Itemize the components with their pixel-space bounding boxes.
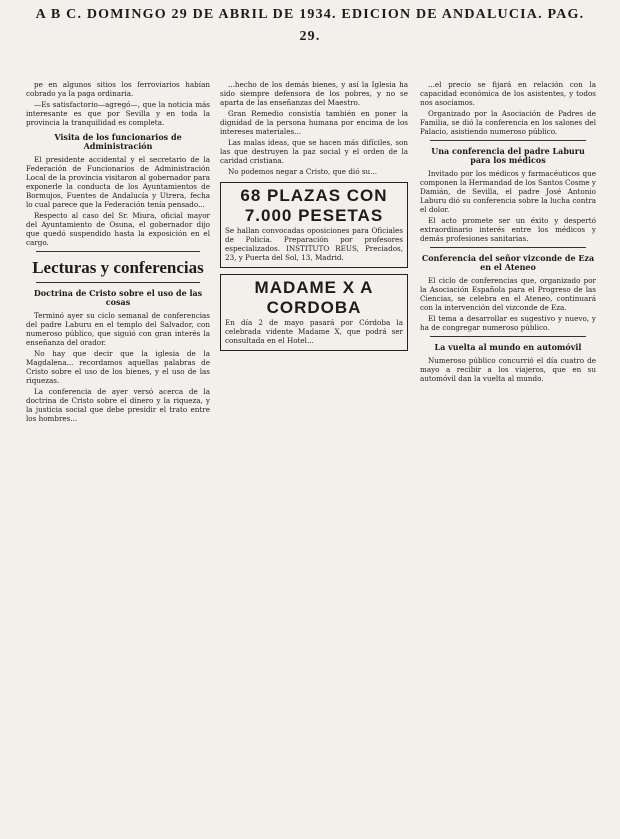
paragraph: ...hecho de los demás bienes, y así la Iglesia ha sido siempre defensora de los pobres, y no se aparta de las enseñanzas del Maestro.: [220, 80, 408, 107]
ad-body: Se hallan convocadas oposiciones para Oficiales de Policía. Preparación por profesores especializados. INSTITUTO REUS, Preciados, 23, y Puerta del Sol, 13, Madrid.: [225, 226, 403, 262]
subheading: Conferencia del señor vizconde de Eza en el Ateneo: [421, 253, 595, 272]
divider: [36, 251, 200, 252]
paragraph: El tema a desarrollar es sugestivo y nuevo, y ha de congregar numeroso público.: [420, 314, 596, 332]
divider: [430, 140, 586, 141]
section-title: Lecturas y conferencias: [32, 258, 204, 277]
divider: [430, 247, 586, 248]
paragraph: El presidente accidental y el secretario de la Federación de Funcionarios de Administración Local de la provincia visitaron al gobernador para exponerle la conducta de los Ayuntamientos de Bormujos, Fuentes de Andalucía y Utrera, fecha lo cual parece que la Federación tenía pensado...: [26, 155, 210, 209]
ad-title: MADAME X A CORDOBA: [254, 278, 374, 317]
paragraph: ...el precio se fijará en relación con la capacidad económica de los asistentes, y todos nos asociamos.: [420, 80, 596, 107]
paragraph: Las malas ideas, que se hacen más difíciles, son las que destruyen la paz social y el orden de la caridad cristiana.: [220, 138, 408, 165]
paragraph: Respecto al caso del Sr. Miura, oficial mayor del Ayuntamiento de Osuna, el gobernador dijo que quedó suspendido hasta la exposición en el cargo.: [26, 211, 210, 247]
paragraph: No hay que decir que la iglesia de la Magdalena... recordamos aquellas palabras de Cristo sobre el uso de los bienes, y el uso de las riquezas.: [26, 349, 210, 385]
page-header: A B C. DOMINGO 29 DE ABRIL DE 1934. EDICION DE ANDALUCIA. PAG. 29.: [35, 7, 585, 44]
paragraph: La conferencia de ayer versó acerca de la doctrina de Cristo sobre el dinero y la riqueza, y la justicia social que debe presidir el trato entre los hombres...: [26, 387, 210, 423]
subheading: La vuelta al mundo en automóvil: [434, 342, 582, 352]
subheading: Visita de los funcionarios de Administración: [54, 132, 182, 151]
paragraph: El ciclo de conferencias que, organizado por la Asociación Española para el Progreso de las Ciencias, se celebra en el Ateneo, continuará con la intervención del vizconde de Eza.: [420, 276, 596, 312]
paragraph: El acto promete ser un éxito y despertó extraordinario interés entre los médicos y demás profesiones sanitarias.: [420, 216, 596, 243]
paragraph: Organizado por la Asociación de Padres de Familia, se dió la conferencia en los salones del Palacio, asistiendo numeroso público.: [420, 109, 596, 136]
column-2: [220, 80, 408, 357]
paragraph: —Es satisfactorio—agregó—, que la noticia más interesante es que por Sevilla y en toda la provincia la tranquilidad es completa.: [26, 100, 210, 127]
paragraph: Invitado por los médicos y farmacéuticos que componen la Hermandad de los Santos Cosme y Damián, de Sevilla, el padre José Antonio Laburu dió su conferencia sobre la lucha contra el dolor.: [420, 169, 596, 214]
ad-body: En día 2 de mayo pasará por Córdoba la celebrada vidente Madame X, que podrá ser consultada en el Hotel...: [225, 318, 403, 345]
paragraph: Gran Remedio consistía también en poner la dignidad de la persona humana por encima de los intereses materiales...: [220, 109, 408, 136]
column-1: [26, 80, 210, 425]
advertisement: [220, 182, 408, 268]
subheading: Doctrina de Cristo sobre el uso de las cosas: [33, 288, 203, 307]
ad-title: 68 PLAZAS CON 7.000 PESETAS: [240, 186, 388, 225]
advertisement: [220, 274, 408, 351]
divider: [430, 336, 586, 337]
paragraph: pe en algunos sitios los ferroviarios habían cobrado ya la paga ordinaria.: [26, 80, 210, 98]
column-3: [420, 80, 596, 385]
subheading: Una conferencia del padre Laburu para los médicos: [431, 146, 585, 165]
divider: [36, 282, 200, 283]
paragraph: No podemos negar a Cristo, que dió su...: [228, 167, 378, 176]
paragraph: Terminó ayer su ciclo semanal de conferencias del padre Laburu en el templo del Salvador, con numeroso público, que siguió con gran interés la enseñanza del orador.: [26, 311, 210, 347]
paragraph: Numeroso público concurrió el día cuatro de mayo a recibir a los viajeros, que en su automóvil dan la vuelta al mundo.: [420, 356, 596, 383]
